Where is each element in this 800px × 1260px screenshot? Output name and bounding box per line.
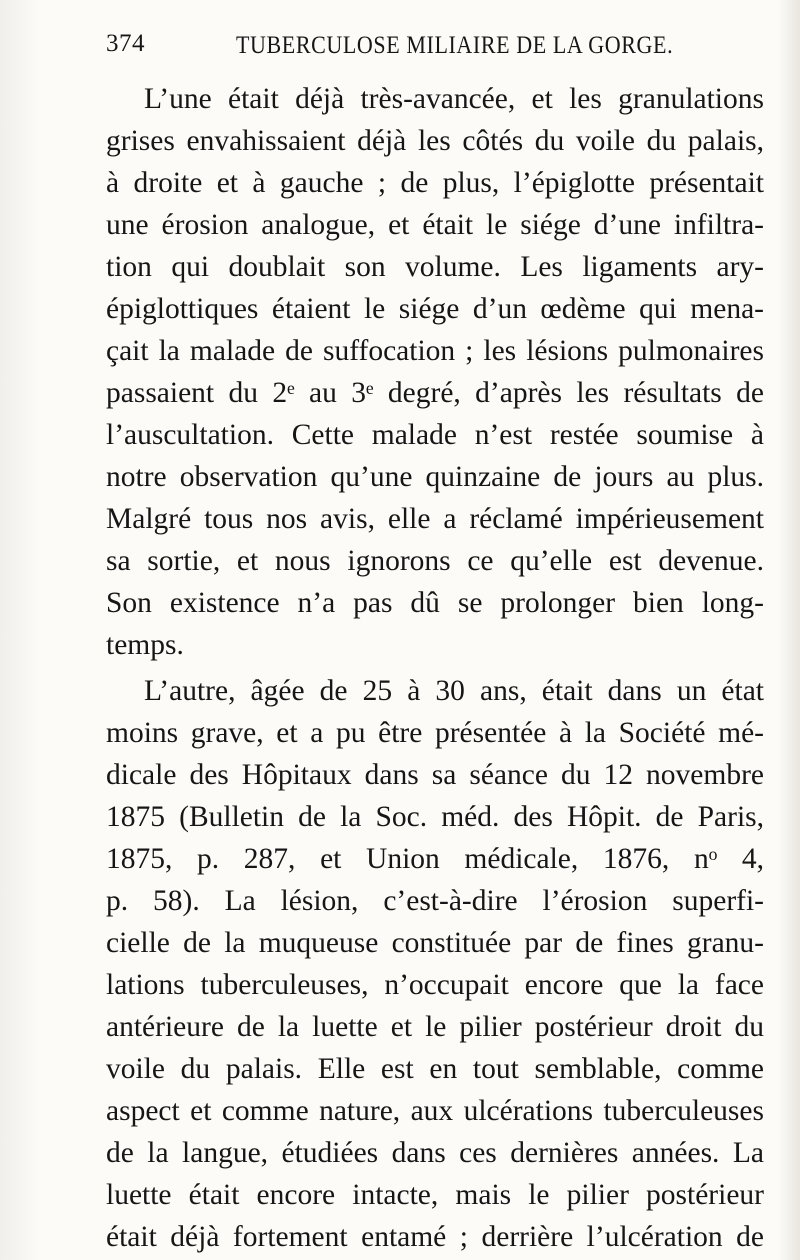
page-left-shadow (0, 0, 40, 1260)
text-line: était déjà fortement entamé ; derrière l’ulcération de (106, 1221, 764, 1253)
page-right-shadow (778, 0, 800, 1260)
text-line: temps. (106, 629, 184, 661)
text-line: 1875 (Bulletin de la Soc. méd. des Hôpit. de Paris, (106, 801, 764, 833)
text-line: Malgré tous nos avis, elle a réclamé impérieusement (106, 503, 764, 535)
text-line: antérieure de la luette et le pilier postérieur droit du (106, 1011, 764, 1043)
text-line: p. 58). La lésion, c’est-à-dire l’érosion superfi- (106, 885, 764, 917)
text-line: Son existence n’a pas dû se prolonger bien long- (106, 587, 764, 619)
text-line: à droite et à gauche ; de plus, l’épiglotte présentait (106, 167, 764, 199)
paragraph-2 (106, 670, 764, 1258)
text-line: moins grave, et a pu être présentée à la Société mé- (106, 717, 764, 749)
text-line: dicale des Hôpitaux dans sa séance du 12 novembre (106, 759, 764, 791)
text-line: épiglottiques étaient le siége d’un œdème qui mena- (106, 293, 764, 325)
text-line: aspect et comme nature, aux ulcérations tuberculeuses (106, 1095, 764, 1127)
text-line: sa sortie, et nous ignorons ce qu’elle est devenue. (106, 545, 764, 577)
running-title: TUBERCULOSE MILIAIRE DE LA GORGE. (236, 30, 674, 59)
text-line: 1875, p. 287, et Union médicale, 1876, nᵒ 4, (106, 843, 764, 875)
text-line: de la langue, étudiées dans ces dernières années. La (106, 1137, 764, 1169)
paragraph-1 (106, 78, 764, 666)
page-number: 374 (106, 30, 145, 57)
text-line: grises envahissaient déjà les côtés du voile du palais, (106, 125, 764, 157)
text-line: l’auscultation. Cette malade n’est restée soumise à (106, 419, 764, 451)
text-line: çait la malade de suffocation ; les lésions pulmonaires (106, 335, 764, 367)
text-line: une érosion analogue, et était le siége d’une infiltra- (106, 209, 764, 241)
text-line: cielle de la muqueuse constituée par de fines granu- (106, 927, 764, 959)
text-line: tion qui doublait son volume. Les ligaments ary- (106, 251, 764, 283)
text-line: lations tuberculeuses, n’occupait encore que la face (106, 969, 764, 1001)
text-line: L’autre, âgée de 25 à 30 ans, était dans un état (144, 675, 764, 707)
text-line: voile du palais. Elle est en tout semblable, comme (106, 1053, 764, 1085)
text-line: notre observation qu’une quinzaine de jours au plus. (106, 461, 764, 493)
text-line: passaient du 2ᵉ au 3ᵉ degré, d’après les résultats de (106, 377, 764, 409)
page-header (106, 30, 766, 64)
text-line: luette était encore intacte, mais le pilier postérieur (106, 1179, 764, 1211)
body-text (106, 78, 764, 1258)
text-line: L’une était déjà très-avancée, et les granulations (144, 83, 764, 115)
